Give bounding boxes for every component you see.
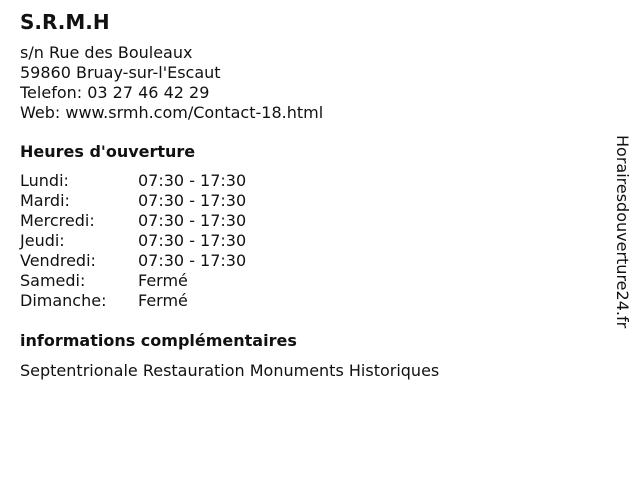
- contact-block: [20, 43, 600, 123]
- address-street: s/n Rue des Bouleaux: [20, 43, 193, 62]
- address-city: 59860 Bruay-sur-l'Escaut: [20, 63, 221, 82]
- site-watermark: [610, 135, 634, 345]
- day-hours: Fermé: [138, 271, 188, 290]
- additional-info-text: Septentrionale Restauration Monuments Historiques: [20, 361, 440, 380]
- hours-row-monday: [20, 171, 600, 191]
- day-label: Mardi:: [20, 191, 70, 210]
- day-label: Mercredi:: [20, 211, 95, 230]
- day-label: Samedi:: [20, 271, 86, 290]
- additional-info-heading: informations complémentaires: [20, 331, 297, 350]
- hours-row-tuesday: [20, 191, 600, 211]
- day-label: Vendredi:: [20, 251, 96, 270]
- day-label: Dimanche:: [20, 291, 107, 310]
- hours-row-thursday: [20, 231, 600, 251]
- day-hours: 07:30 - 17:30: [138, 251, 247, 270]
- hours-row-sunday: [20, 291, 600, 311]
- opening-hours-heading: Heures d'ouverture: [20, 142, 196, 161]
- business-card: [20, 8, 600, 381]
- watermark-text: Horairesdouverture24.fr: [613, 135, 632, 329]
- day-hours: 07:30 - 17:30: [138, 191, 247, 210]
- phone-text: Telefon: 03 27 46 42 29: [20, 83, 210, 102]
- hours-row-friday: [20, 251, 600, 271]
- day-hours: 07:30 - 17:30: [138, 231, 247, 250]
- day-hours: Fermé: [138, 291, 188, 310]
- opening-hours-table: [20, 171, 600, 311]
- day-hours: 07:30 - 17:30: [138, 171, 247, 190]
- business-name: S.R.M.H: [20, 10, 110, 34]
- day-label: Lundi:: [20, 171, 69, 190]
- hours-row-wednesday: [20, 211, 600, 231]
- day-label: Jeudi:: [20, 231, 65, 250]
- day-hours: 07:30 - 17:30: [138, 211, 247, 230]
- website-text: Web: www.srmh.com/Contact-18.html: [20, 103, 324, 122]
- hours-row-saturday: [20, 271, 600, 291]
